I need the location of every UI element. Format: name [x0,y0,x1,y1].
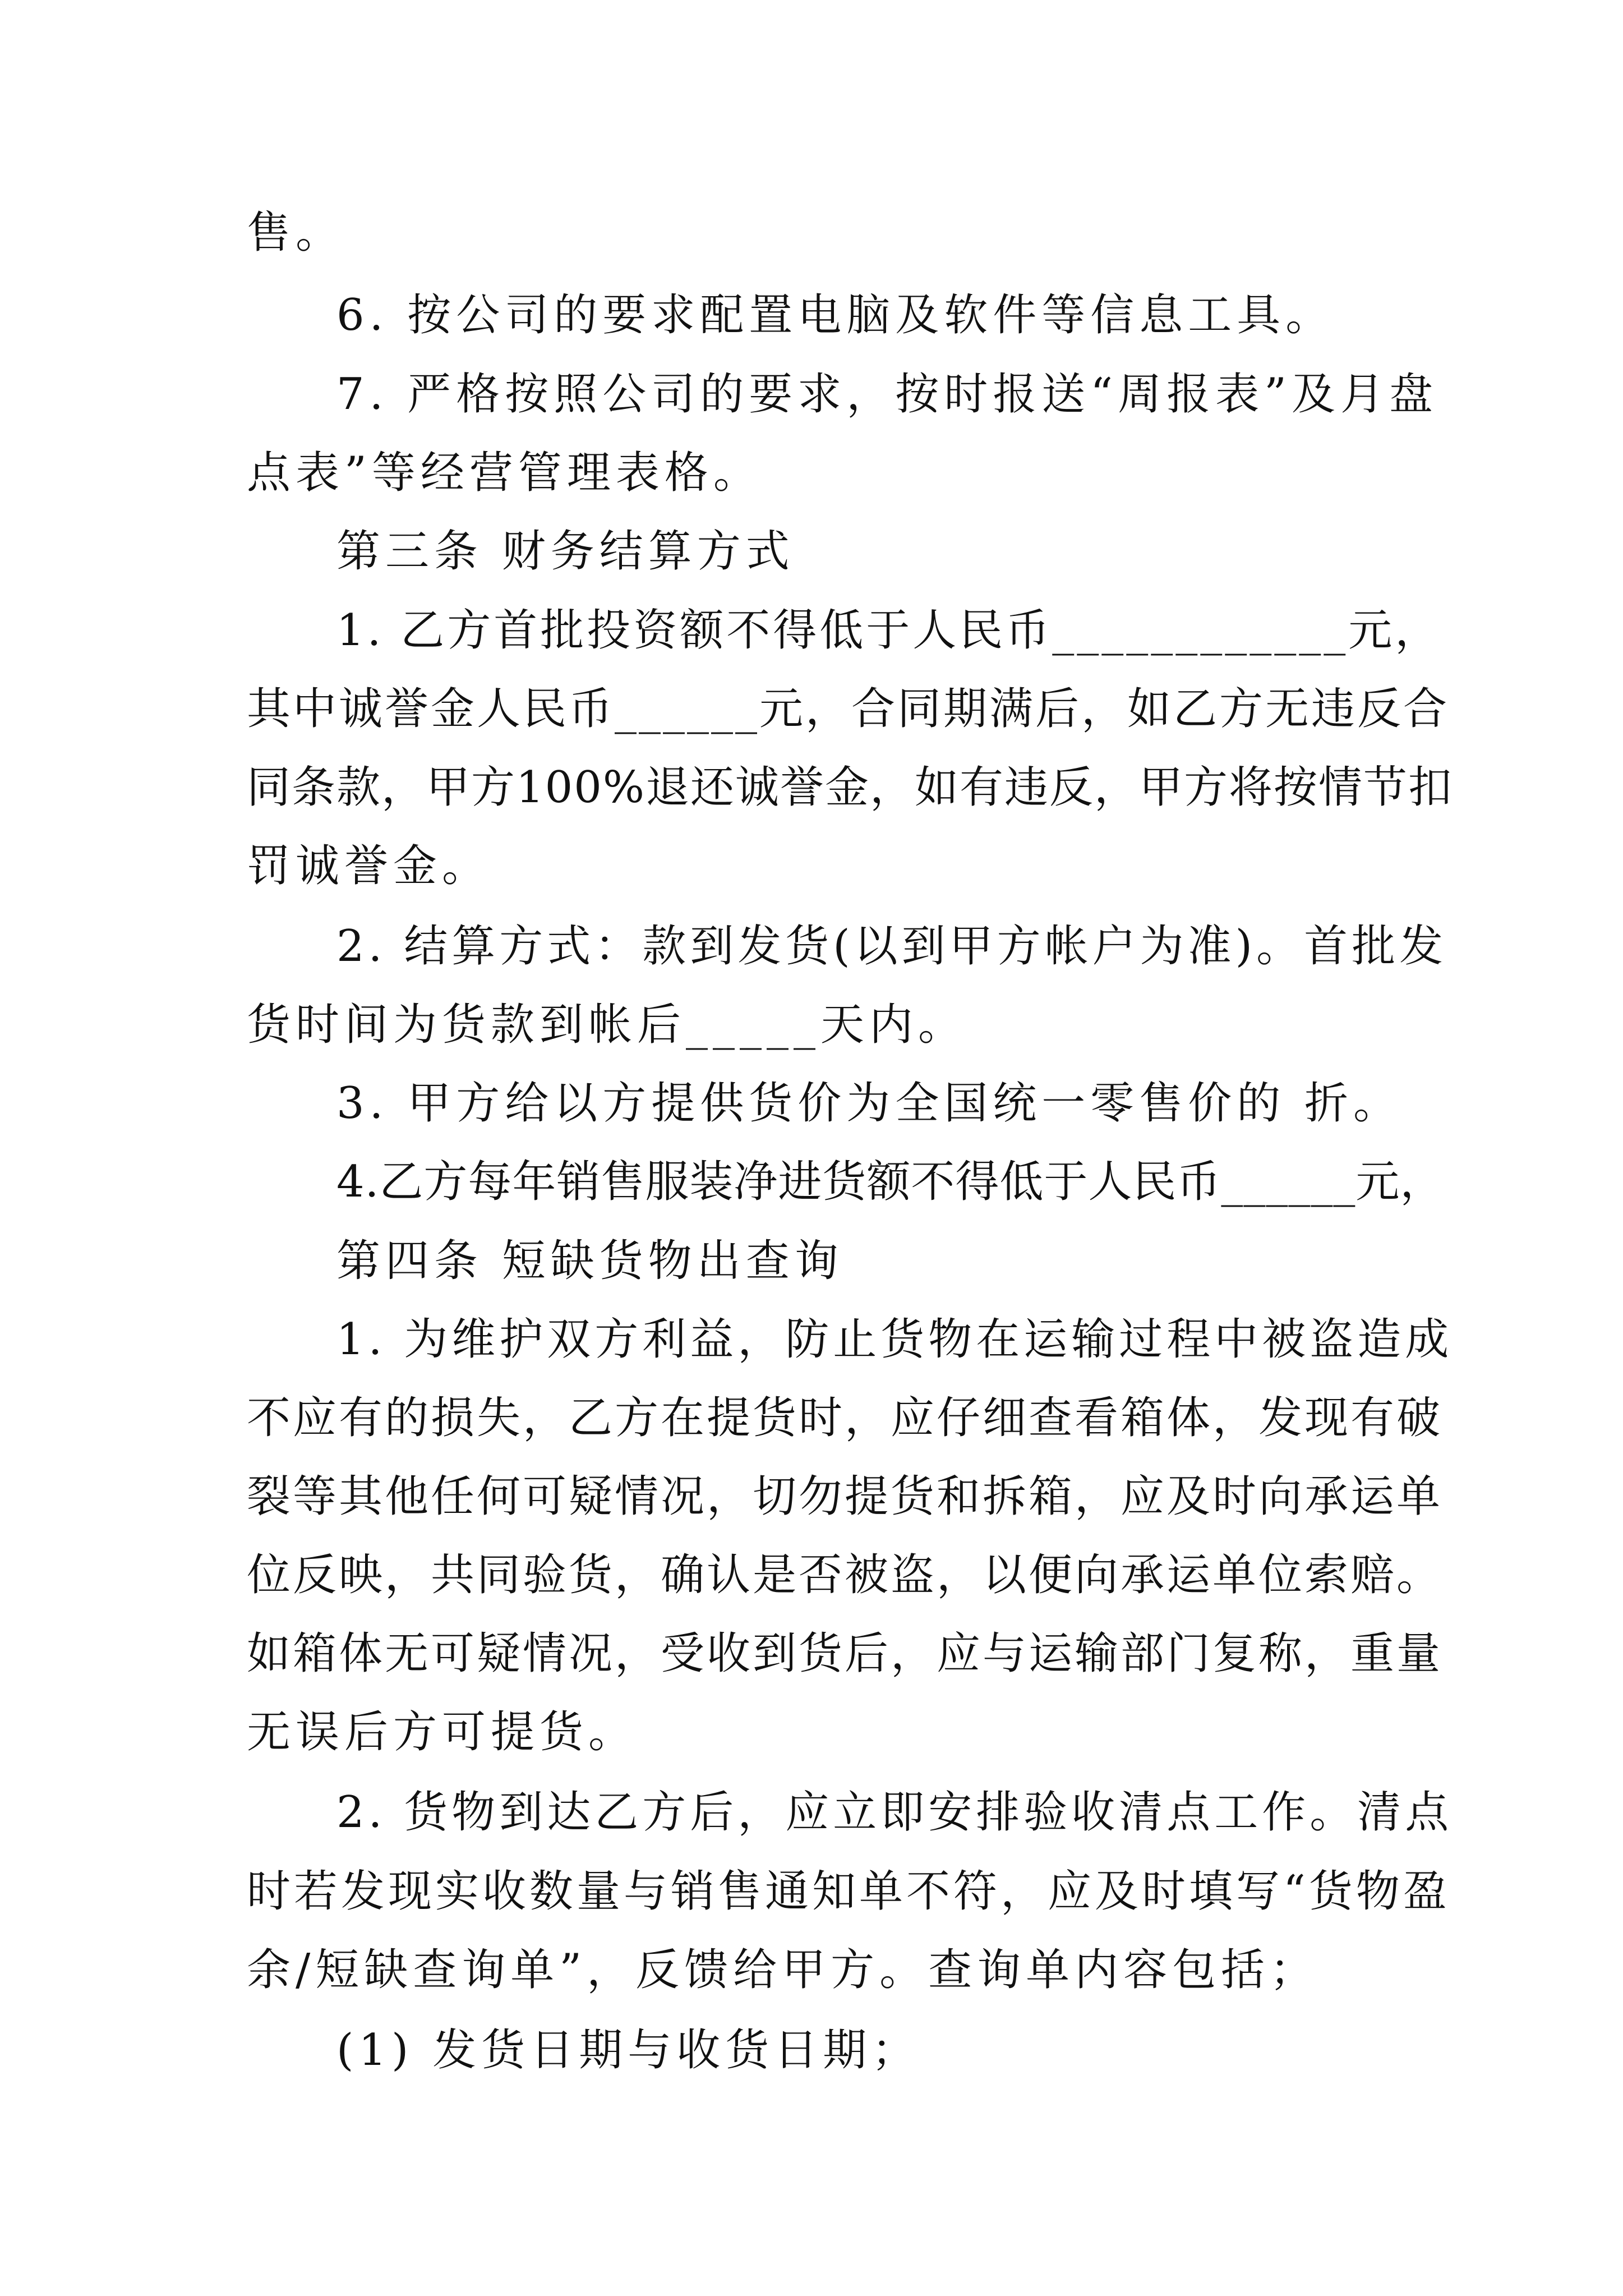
text-line: 3. 甲方给以方提供货价为全国统一零售价的 折。 [336,1078,1403,1129]
text-line: 售。 [247,208,345,258]
text-line: (1) 发货日期与收货日期； [336,2025,921,2076]
text-line: 1. 为维护双方利益，防止货物在运输过程中被盗造成 [336,1314,1453,1365]
text-line: 2. 货物到达乙方后，应立即安排验收清点工作。清点 [336,1787,1453,1838]
text-line: 罚诚誉金。 [247,841,491,891]
text-line: 无误后方可提货。 [247,1707,638,1757]
text-line: 4.乙方每年销售服装净进货额不得低于人民币______元， [336,1157,1445,1207]
text-line: 点表”等经营管理表格。 [247,448,762,498]
section-heading: 第三条 财务结算方式 [336,526,795,577]
text-line: 1. 乙方首批投资额不得低于人民币____________元， [336,605,1442,656]
text-line: 不应有的损失，乙方在提货时，应仔细查看箱体，发现有破 [247,1393,1443,1443]
text-line: 其中诚誉金人民币______元，合同期满后，如乙方无违反合 [247,684,1450,734]
text-line: 货时间为货款到帐后_____天内。 [247,1000,967,1050]
text-line: 时若发现实收数量与销售通知单不符，应及时填写“货物盈 [247,1866,1450,1917]
text-line: 位反映，共同验货，确认是否被盗，以便向承运单位索赔。 [247,1550,1443,1600]
text-line: 6. 按公司的要求配置电脑及软件等信息工具。 [336,290,1335,341]
text-line: 裂等其他任何可疑情况，切勿提货和拆箱，应及时向承运单 [247,1471,1443,1522]
section-heading: 第四条 短缺货物出查询 [336,1236,843,1286]
text-line: 余/短缺查询单”，反馈给甲方。查询单内容包括； [247,1945,1319,1995]
text-line: 2. 结算方式：款到发货(以到甲方帐户为准)。首批发 [336,921,1447,972]
text-line: 7. 严格按照公司的要求，按时报送“周报表”及月盘 [336,369,1438,420]
text-line: 如箱体无可疑情况，受收到货后，应与运输部门复称，重量 [247,1628,1443,1679]
text-line: 同条款，甲方100%退还诚誉金，如有违反，甲方将按情节扣 [247,762,1453,813]
